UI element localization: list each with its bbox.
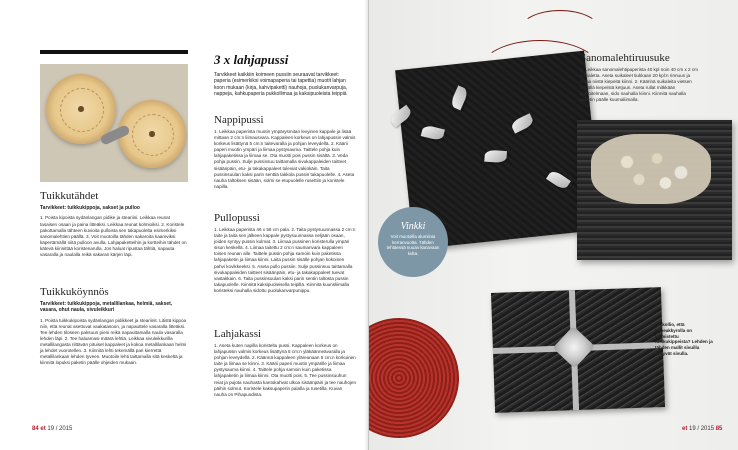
tuikkutahdet-title: Tuikkutähdet (40, 190, 99, 202)
pullopussi-title: Pullopussi (214, 212, 260, 224)
photo-caption: Unikollio, että hopeakkyrolla on valmistettu tuikkukippeista? Lehden ja tähden mallit sivuilla näkyvät sivulla. (655, 322, 713, 356)
nappipussi-section (214, 114, 356, 190)
tuikkukoynnos-section (40, 286, 188, 367)
right-magazine-name: et (682, 426, 688, 432)
left-page-number: 84 (32, 426, 39, 432)
right-footer (682, 426, 722, 432)
leaf-icon (421, 124, 445, 141)
column-top-bar (40, 50, 188, 54)
left-magazine-name: et (40, 426, 46, 432)
plates-photo (40, 64, 188, 182)
tealight-plate-2 (118, 100, 186, 168)
tip-circle (378, 207, 448, 277)
gift-star-ribbon (491, 287, 665, 413)
red-twine-ball (369, 318, 459, 438)
leaf-icon (546, 169, 571, 191)
newspaper-rolls (591, 134, 711, 204)
left-issue: 19 / 2015 (47, 426, 73, 432)
tuikkukoynnos-text: 1. Poista tuikkukipoista sydänlangan pidikkeet ja steariinit. Litistä kippoa niin, että reunat asettuvat vaakatasoon, ja napauttele vasaralla litteäksi. Tee lehden tiloseen paksuun pieni reikä napauttamalla naula vasaralla lehden läpi. 2. Tee haluamasi määrä lehtiä. Leikkaa sivuleikkurilla metallilangasta riittävän pituiset kappaleet ja kokoa metallilankaan helmi ja lehdet vuorotellen. 3. Kiinnitä lehti tekemällä pari kierrettä metallilankaan lehden tyveen. Muotoile lehti taittamalla sitä keskeltä ja kiinnitä lopuksi paketin päälle ohjeiden mukaan. (40, 317, 187, 366)
tuikkutahdet-text: 1. Poista kipoista sydänlangan pidike ja steariini. Leikkaa reunat tasaisen osaan ja paina litteäksi. Leikkaa reunat kolmioiksi. 2. Koristele pakottamalla tähteen kuvioita pulloista sen takapuolelta esimerkiksi sanomalehtien päällä. 3. Voit muotoilla tähden sakaroita kaareviksi käpertämällä niitä pulloon avulla. Lahjapaketteihin ja kortteihin tähdet on kätevä kiinnittää koristenarulla. Jos haluat ripustaa tähtiä, napauta vasaralla ja naulalla reikä sakaran kärjen läpi. (40, 215, 187, 257)
tuikkutahdet-section (40, 190, 188, 258)
tuikkukoynnos-title: Tuikkuköynnös (40, 286, 109, 298)
nappipussi-title: Nappipussi (214, 114, 264, 126)
pullopussi-section (214, 212, 356, 294)
left-page (0, 0, 368, 450)
tip-text: Voit muotoilla alumiinia kerranvuotta. Tähden tehtäessä nuuan kanavaan kulta. (386, 234, 440, 256)
right-issue: 19 / 2015 (689, 426, 715, 432)
gift-newspaper-rosette (577, 120, 732, 260)
left-footer (32, 426, 72, 432)
right-page-number: 85 (715, 426, 723, 432)
star-ornament-icon (553, 326, 595, 368)
sanomalehtiruusuke-title: Sanomalehtiruusuke (580, 52, 670, 64)
lahjakassi-title: Lahjakassi (214, 328, 262, 340)
leaf-icon (388, 105, 413, 128)
leaf-icon (449, 85, 469, 110)
tuikkutahdet-supplies: Tarvikkeet: tuikkukippoja, sakset ja pulloo (40, 205, 140, 211)
tuikkukoynnos-supplies: Tarvikkeet: tuikkukippoja, metallilankaa, helmiä, sakset, vasara, ohut naula, sivuleikkuri (40, 301, 173, 314)
article-title: 3 x lahjapussi (214, 52, 289, 67)
nappipussi-text: 1. Leikkaa paperista muotin ympärysmitan levyinen kappale ja lisää mittaan 2 cm:n liimausvara. Kappaleen korkeus on lahjapussin valmis korkeus lisättynä 5 cm:n taitevaralla ja pohjan leveydellä. 2. Käärii paperi muotin ympäri ja liimaa pystysauma. Taittele pohja kuin lahjapaketissa ja liimaa se. Ota muotti pois pussin sisältä. 3. Veda pohja pussin. Sulje pussinsuu taittamalla sivukappaleiden taitteet sisäänpäin, etu- ja takakappaleet tuleviat vakiokäin. Taita pussinsuulan kaksi parin senttiä takkola pussin takapuolelle. 4. Aseta nauha taltoksen sisään, solmi se etupuolelle rusettiin ja koristele napilla. (214, 129, 356, 189)
wire-curl-2 (519, 10, 601, 52)
pullopussi-text: 1. Leikkaa paperista 46 x 58 cm pala. 2. Taita pystysuunnassa 2 cm:n taite ja taita sen jälkeen kappale pystysuunnassa neljään osaan, joiden syntyy pussin kulmat. 3. Liimaa pussinen koristerulla ympäri sisun keskellä. 4. Liimaa taitettu 2 cm:n saumanvara kappaleen toisen reunan alle. Taittele pussin pohja samoin kuin paketissa lahjapaketin ja liimaa kiinni. Laita pussin sisälle pohjan kokoinen pahvi kovikkeeksi. 5. Aseta pullo pussiin. Sulje pussinsuu taittamalla sivukappaleiden taitteet sisäänpäin, etu- ja takakappaleet tuevat vastakkain. 6. Taita pussinsuulan kaksi parin sentin taltosta pussin takapuolelle. Kiinnitä kaksipuoleisella teipillä. Kiinnitä kuunsliimalla koristeksi nauhalla sidottu puolukanvarpunippu. (214, 227, 356, 293)
leaf-icon (484, 150, 507, 164)
sanomalehtiruusuke-text: 1. Leikkaa sanomalehtipaperista 40 kpl noin 40 cm x 2 cm suikaletta. Aseta suikaleet tiukkaan 20 kpl:n rinnuun ja rullaa niistä kiepeitä kiinni. 2. Käärinä suikaleita vietsen tervällä kiepeistä ketjuun. Aseta rullat mitkkään puikoitelmaan, sido nauhalla kiinni. Kiinnitä nauhalla paketin päälle kuumaliimalla. (580, 67, 698, 103)
leaf-icon (510, 113, 535, 133)
lahjakassi-text: 1. Aseta kuten napilla koristeltu pussi. Kappaleen korkeus on lahjapussin valmis korkeus lisättynä 5 cm:n yläkäänneävaralla ja pohjan leveydellä. 2. Käännä kappaleen yläreunaan 5 cm:n korkuinen taite ja liimaa se kiinni. 3. Käärii paperi muotin ympärille ja liimaa pystysauma kiinni. 4. Taittele pohja samoin kuin paketissa lahjapaketin ja liimaa kiinni. Ota muotti pois. 5. Tee pussinsuuhun reiat ja pujota nauhasta kantokahvat ulkoa sisäänpäin ja tee nauhojen päihin solmut. Koristele kaksupaperin palalla ja rusetilla. Kuvan nauha on Pihapuodista. (214, 343, 357, 397)
article-intro (214, 72, 356, 98)
lahjakassi-section (214, 328, 356, 398)
tip-title: Vinkki (400, 221, 426, 232)
article-intro-text: Tarvikkeet kaikkiin koimeen pussiin seuraavat tarvikkeet: paperia (esimerkiksi voimapaperia tai tapettia) muotit lahjan koon mukaan (kirja, kahvipaketti) nauhoja, puolukanvarpuja, nappeja, kahkupaperia pukkollimaa ja kaksipuoleista teippiä (214, 72, 348, 98)
